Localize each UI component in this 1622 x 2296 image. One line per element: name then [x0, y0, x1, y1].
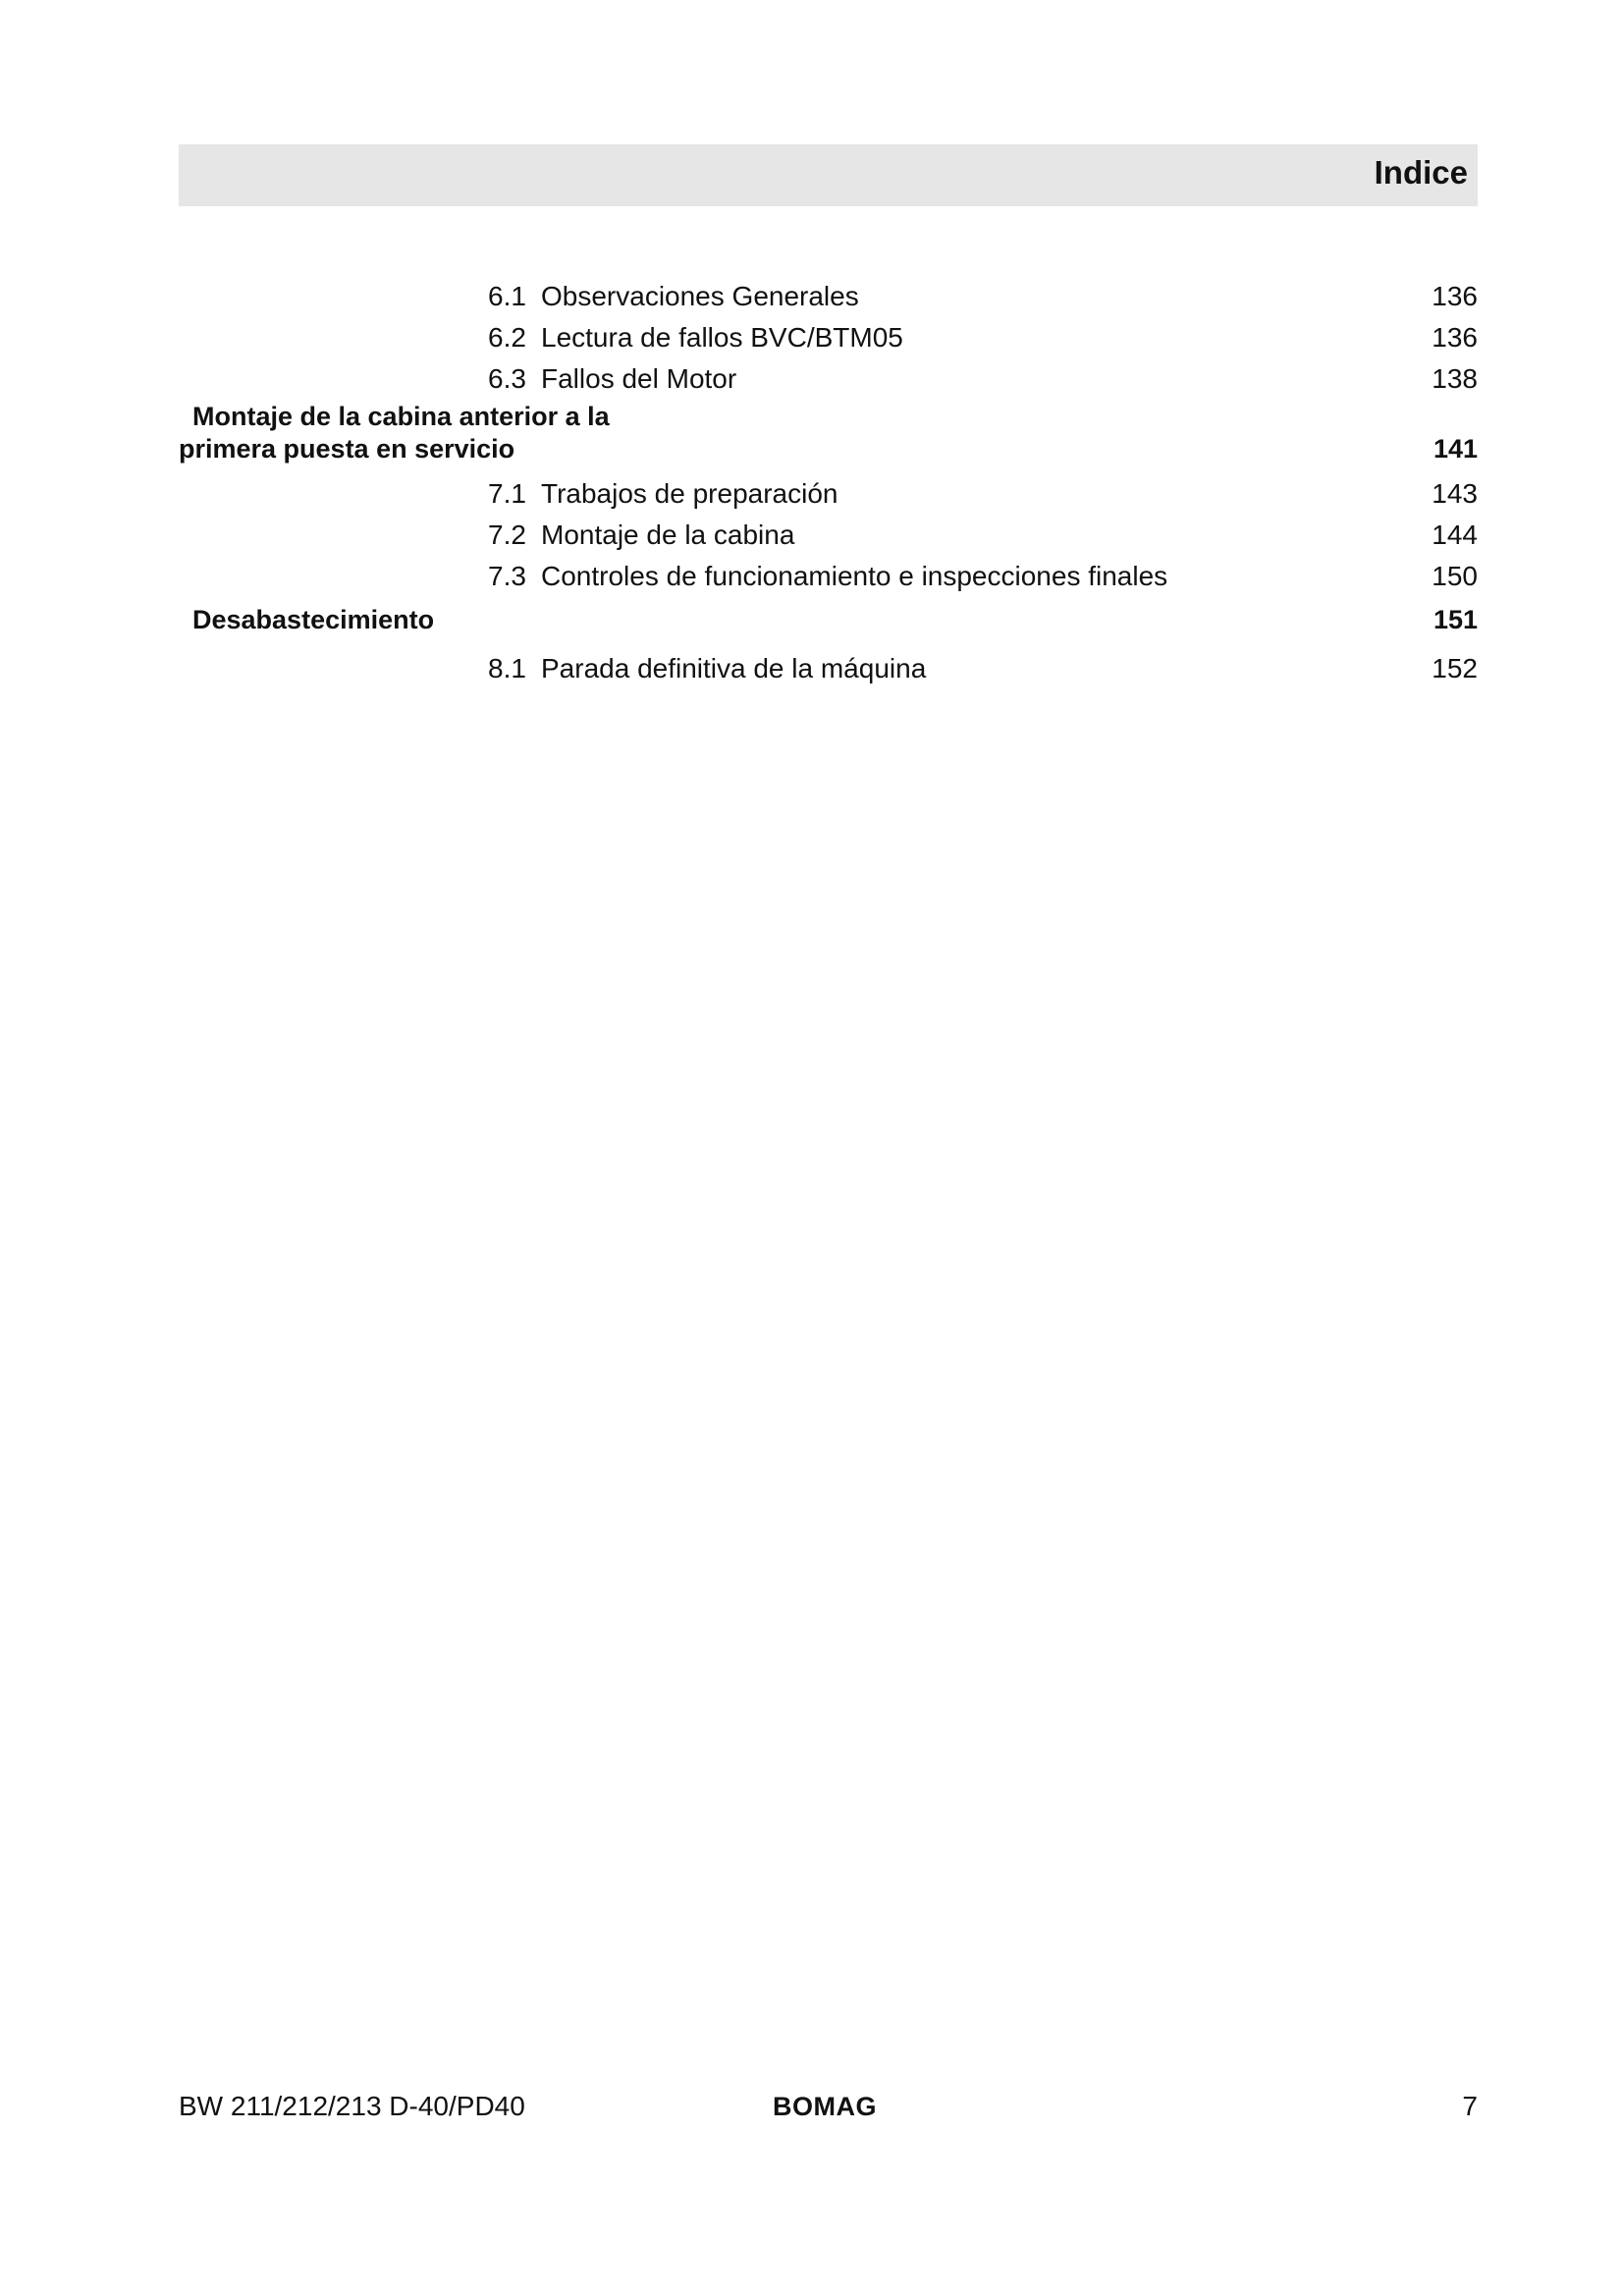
toc-entry[interactable] [179, 276, 1478, 317]
toc-entry-page: 150 [1432, 561, 1478, 591]
toc-entry-page: 143 [1432, 478, 1478, 509]
toc-entry[interactable] [179, 473, 1478, 515]
footer-model: BW 211/212/213 D-40/PD40 [179, 2091, 525, 2121]
table-of-contents [179, 276, 1478, 689]
toc-entry-number: 7.3 [488, 561, 526, 591]
header-band [179, 144, 1478, 206]
toc-chapter-label: Desabastecimiento [192, 605, 435, 634]
toc-entry[interactable] [179, 515, 1478, 556]
toc-entry-page: 144 [1432, 519, 1478, 550]
toc-entry-number: 6.1 [488, 281, 526, 311]
toc-entry-label: Montaje de la cabina [541, 519, 795, 550]
toc-entry[interactable] [179, 317, 1478, 358]
toc-chapter-page: 141 [1433, 434, 1478, 464]
toc-entry-page: 152 [1432, 653, 1478, 683]
toc-entry-label: Controles de funcionamiento e inspecciones finales [541, 561, 1168, 591]
footer-page-number: 7 [1462, 2091, 1478, 2121]
toc-chapter[interactable] [179, 599, 1478, 640]
toc-entry-label: Lectura de fallos BVC/BTM05 [541, 322, 903, 353]
toc-chapter-page: 151 [1433, 605, 1478, 634]
toc-entry-number: 7.1 [488, 478, 526, 509]
toc-entry[interactable] [179, 358, 1478, 400]
footer-brand: BOMAG [773, 2092, 877, 2121]
toc-entry-page: 136 [1432, 322, 1478, 353]
toc-entry[interactable] [179, 556, 1478, 597]
toc-chapter[interactable] [179, 401, 1478, 465]
toc-entry-page: 136 [1432, 281, 1478, 311]
toc-entry-label: Parada definitiva de la máquina [541, 653, 927, 683]
toc-entry-page: 138 [1432, 363, 1478, 394]
toc-entry-label: Trabajos de preparación [541, 478, 838, 509]
toc-entry-label: Fallos del Motor [541, 363, 737, 394]
toc-entry-number: 8.1 [488, 653, 526, 683]
toc-entry[interactable] [179, 648, 1478, 689]
toc-entry-number: 6.2 [488, 322, 526, 353]
toc-entry-number: 6.3 [488, 363, 526, 394]
toc-entry-label: Observaciones Generales [541, 281, 859, 311]
toc-chapter-label: Montaje de la cabina anterior a la primera puesta en servicio [179, 402, 610, 464]
page-title: Indice [1374, 154, 1468, 191]
toc-entry-number: 7.2 [488, 519, 526, 550]
page-footer [179, 2087, 1478, 2126]
